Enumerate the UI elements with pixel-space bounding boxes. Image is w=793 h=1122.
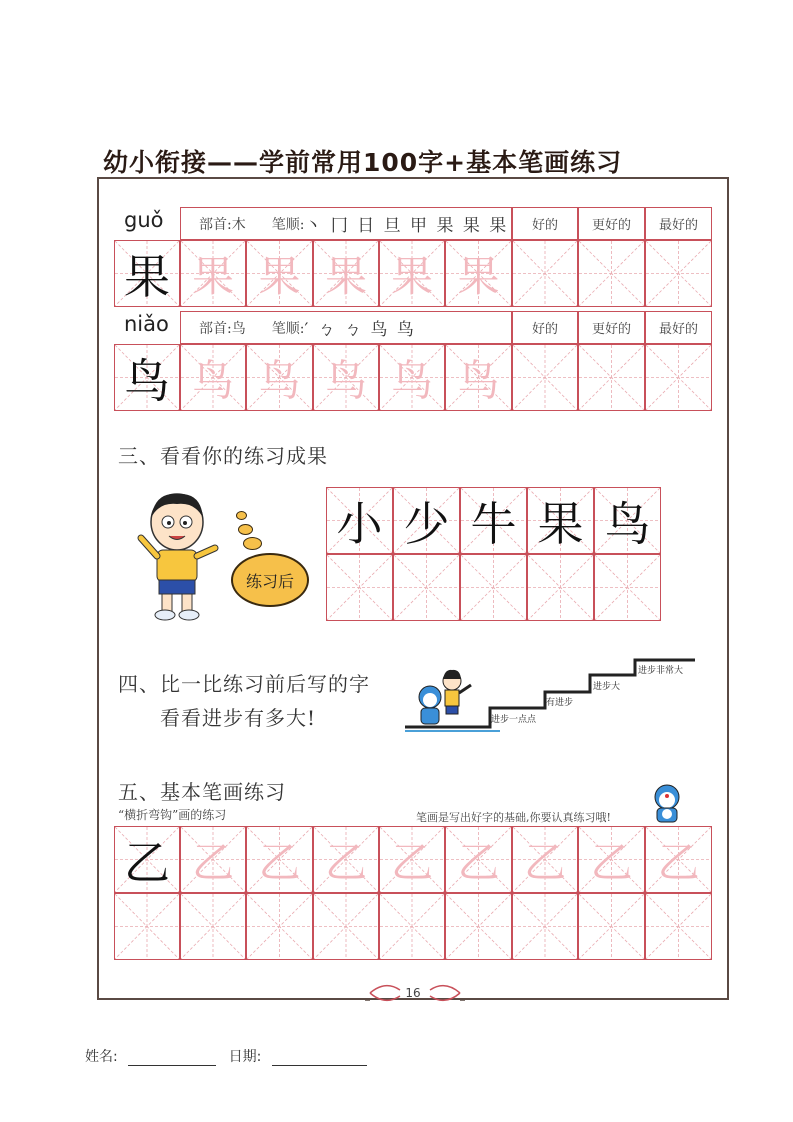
trace-character: 果 [191, 251, 234, 301]
trace-character: 果 [258, 251, 301, 301]
model-character: 牛 [470, 496, 517, 551]
trace-character: 果 [390, 251, 433, 301]
model-character: 鸟 [604, 496, 651, 551]
stroke-order-label: 笔顺: [271, 320, 305, 337]
rating-better [578, 207, 645, 240]
blank-practice-cell[interactable] [645, 893, 712, 960]
doraemon-icon [652, 784, 682, 824]
radical-value: 鸟 [231, 320, 246, 337]
trace-cell[interactable] [246, 826, 313, 893]
trace-character: 乙 [457, 837, 500, 887]
section4-line1: 四、比一比练习前后写的字 [118, 672, 370, 696]
guide-lines [513, 894, 577, 959]
rating-better [578, 311, 645, 344]
trace-character: 鸟 [324, 355, 367, 405]
name-blank[interactable] [128, 1049, 216, 1066]
blank-practice-cell[interactable] [512, 240, 578, 307]
rating-label: 最好的 [658, 218, 698, 233]
trace-cell[interactable] [180, 344, 246, 411]
trace-character: 果 [324, 251, 367, 301]
trace-character: 鸟 [258, 355, 301, 405]
guide-lines [528, 555, 593, 620]
page-title: 幼小衔接——学前常用100字+基本笔画练习 [103, 148, 623, 177]
trace-character: 鸟 [457, 355, 500, 405]
character-info [180, 311, 512, 344]
character-info [180, 207, 512, 240]
model-character: 鸟 [124, 353, 170, 408]
trace-character: 鸟 [191, 355, 234, 405]
trace-character: 乙 [657, 837, 700, 887]
rating-label: 更好的 [591, 322, 631, 337]
model-character: 少 [403, 496, 450, 551]
guide-lines [247, 894, 312, 959]
trace-character: 乙 [191, 837, 234, 887]
blank-practice-cell[interactable] [578, 893, 645, 960]
blank-practice-cell[interactable] [645, 240, 712, 307]
trace-cell[interactable] [379, 240, 445, 307]
thought-dot-icon [243, 537, 262, 550]
trace-character: 鸟 [390, 355, 433, 405]
radical-label: 部首: [199, 216, 232, 233]
guide-lines [380, 894, 444, 959]
model-character: 果 [124, 249, 170, 304]
trace-cell[interactable] [379, 344, 445, 411]
pinyin-label: niǎo [124, 312, 169, 336]
section4-line2: 看看进步有多大! [160, 706, 317, 730]
section5-heading: 五、基本笔画练习 [118, 780, 286, 804]
step-label: 有进步 [546, 698, 574, 708]
guide-lines [115, 894, 179, 959]
showcase-practice-cell[interactable] [527, 554, 594, 621]
showcase-practice-cell[interactable] [326, 554, 393, 621]
blank-practice-cell[interactable] [313, 893, 379, 960]
trace-character: 乙 [590, 837, 633, 887]
guide-lines [394, 555, 459, 620]
stroke-tip: 笔画是写出好字的基础,你要认真练习哦! [416, 811, 611, 824]
model-cell [114, 344, 180, 411]
trace-cell[interactable] [313, 826, 379, 893]
showcase-cell [326, 487, 393, 554]
trace-cell[interactable] [578, 826, 645, 893]
thought-dot-icon [236, 511, 247, 520]
trace-character: 乙 [390, 837, 433, 887]
showcase-cell [594, 487, 661, 554]
blank-practice-cell[interactable] [379, 893, 445, 960]
guide-lines [314, 894, 378, 959]
radical-value: 木 [231, 216, 246, 233]
showcase-cell [393, 487, 460, 554]
model-cell [114, 826, 180, 893]
showcase-cell [527, 487, 594, 554]
stroke-order-label: 笔顺: [271, 216, 305, 233]
trace-cell[interactable] [313, 344, 379, 411]
rating-best [645, 311, 712, 344]
thought-bubble: 练习后 [231, 553, 309, 607]
date-label: 日期: [228, 1049, 262, 1065]
guide-lines [446, 894, 511, 959]
guide-lines [595, 555, 660, 620]
guide-lines [646, 345, 711, 410]
trace-cell[interactable] [445, 344, 512, 411]
guide-lines [579, 241, 644, 306]
showcase-cell [460, 487, 527, 554]
model-character: 果 [537, 496, 584, 551]
guide-lines [646, 241, 711, 306]
page-number: 16 [405, 986, 421, 1000]
guide-lines [579, 345, 644, 410]
section3-heading: 三、看看你的练习成果 [118, 444, 328, 468]
showcase-practice-cell[interactable] [460, 554, 527, 621]
rating-label: 更好的 [591, 218, 631, 233]
trace-cell[interactable] [180, 826, 246, 893]
trace-cell[interactable] [180, 240, 246, 307]
rating-best [645, 207, 712, 240]
boy-illustration [135, 488, 220, 623]
blank-practice-cell[interactable] [114, 893, 180, 960]
trace-character: 果 [457, 251, 500, 301]
trace-cell[interactable] [645, 826, 712, 893]
rating-good [512, 207, 578, 240]
showcase-practice-cell[interactable] [393, 554, 460, 621]
blank-practice-cell[interactable] [246, 893, 313, 960]
blank-practice-cell[interactable] [578, 240, 645, 307]
guide-lines [646, 894, 711, 959]
thought-dot-icon [238, 524, 253, 535]
trace-cell[interactable] [246, 240, 313, 307]
trace-character: 乙 [324, 837, 367, 887]
rating-good [512, 311, 578, 344]
rating-label: 好的 [531, 218, 558, 233]
guide-lines [461, 555, 526, 620]
guide-lines [327, 555, 392, 620]
trace-character: 乙 [258, 837, 301, 887]
trace-character: 乙 [523, 837, 566, 887]
blank-practice-cell[interactable] [512, 893, 578, 960]
stroke-order-value: 丶 冂 日 旦 甲 果 果 果 [304, 216, 509, 236]
blank-practice-cell[interactable] [645, 344, 712, 411]
blank-practice-cell[interactable] [578, 344, 645, 411]
blank-practice-cell[interactable] [445, 893, 512, 960]
step-label: 进步一点点 [491, 715, 537, 725]
guide-lines [513, 241, 577, 306]
date-blank[interactable] [272, 1049, 367, 1066]
step-label: 进步非常大 [638, 666, 684, 676]
showcase-practice-cell[interactable] [594, 554, 661, 621]
model-character: 乙 [124, 835, 170, 890]
stroke-order-value: ′ ㄅ ㄅ 鸟 鸟 [304, 320, 416, 340]
footer [85, 1046, 367, 1066]
trace-cell[interactable] [445, 240, 512, 307]
guide-lines [181, 894, 245, 959]
trace-cell[interactable] [512, 826, 578, 893]
guide-lines [513, 345, 577, 410]
pinyin-label: guǒ [124, 208, 164, 232]
stroke-name-label: “横折弯钩”画的练习 [118, 808, 227, 822]
rating-label: 好的 [531, 322, 558, 337]
trace-cell[interactable] [445, 826, 512, 893]
trace-cell[interactable] [379, 826, 445, 893]
trace-cell[interactable] [313, 240, 379, 307]
rating-label: 最好的 [658, 322, 698, 337]
trace-cell[interactable] [246, 344, 313, 411]
step-label: 进步大 [593, 682, 621, 692]
guide-lines [579, 894, 644, 959]
model-character: 小 [336, 496, 383, 551]
radical-label: 部首: [199, 320, 232, 337]
name-label: 姓名: [85, 1049, 118, 1065]
model-cell [114, 240, 180, 307]
blank-practice-cell[interactable] [180, 893, 246, 960]
blank-practice-cell[interactable] [512, 344, 578, 411]
